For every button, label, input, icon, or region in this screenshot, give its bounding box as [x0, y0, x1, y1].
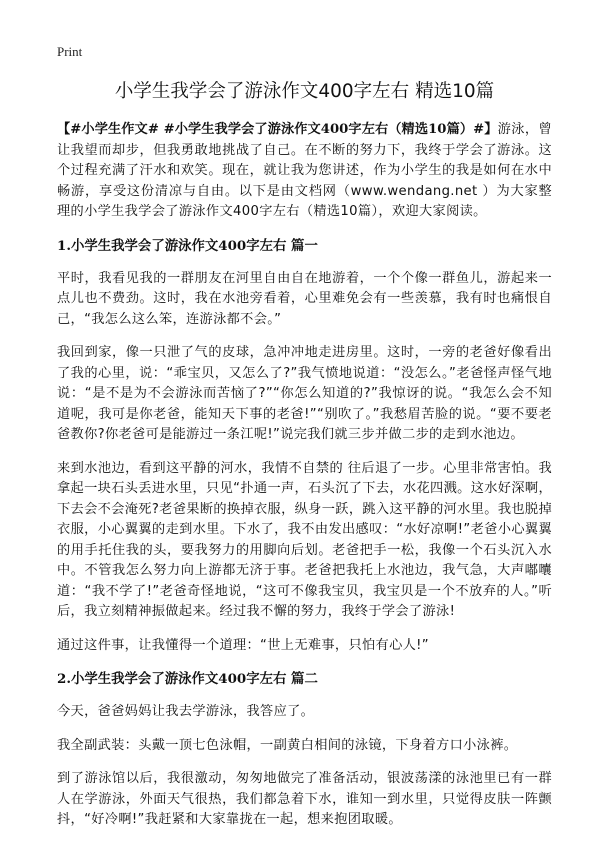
intro-tag: 【#小学生作文# #小学生我学会了游泳作文400字左右（精选10篇）#】	[57, 122, 498, 137]
paragraph: 来到水池边，看到这平静的河水，我情不自禁的 往后退了一步。心里非常害怕。我拿起一块石头丢进水里，只见“扑通一声，石头沉了下去，水花四溅。这水好深啊，下去会不会淹死?老爸果断的换掉衣服，纵身一跃，跳入这平静的河水里。我也脱掉衣服，小心翼翼的走到水里。下水了，我不由发出感叹：“水好凉啊!”老爸小心翼翼的用手托住我的头，要我努力的用脚向后划。老爸把手一松，我像一个石头沉入水中。不管我怎么努力向上游都无济于事。老爸把我托上水池边，我气急，大声嘟囔道：“我不学了!”老爸奇怪地说，“这可不像我宝贝，我宝贝是一个不放弃的人。”听后，我立刻精神振做起来。经过我不懈的努力，我终于学会了游泳!	[57, 460, 552, 619]
intro-paragraph	[57, 120, 552, 223]
paragraph: 平时，我看见我的一群朋友在河里自由自在地游着，一个个像一群鱼儿，游起来一点儿也不费劲。这时，我在水池旁看着，心里难免会有一些羡慕，我有时也痛恨自己，“我怎么这么笨，连游泳都不会。”	[57, 270, 552, 327]
paragraph: 我回到家，像一只泄了气的皮球，急冲冲地走进房里。这时，一旁的老爸好像看出了我的心里，说：“乖宝贝，又怎么了?”我气愤地说道：“没怎么。”老爸怪声怪气地说：“是不是为不会游泳而苦恼了?”“你怎么知道的?”我惊讶的说。“我怎么会不知道呢，我可是你老爸，能知天下事的老爸!”“别吹了。”我愁眉苦脸的说。“要不要老爸教你?你老爸可是能游过一条江呢!”说完我们就三步并做二步的走到水池边。	[57, 345, 552, 442]
intro-text: 游泳，曾让我望而却步，但我勇敢地挑战了自己。在不断的努力下，我终于学会了游泳。这个过程充满了汗水和欢笑。现在，就让我为您讲述，作为小学生的我是如何在水中畅游，享受这份清凉与自由。以下是由文档网（www.wendang.net ）为大家整理的小学生我学会了游泳作文400字左右（精选10篇），欢迎大家阅读。	[57, 122, 552, 219]
section-heading: 2.小学生我学会了游泳作文400字左右 篇二	[57, 671, 318, 687]
paragraph: 通过这件事，让我懂得一个道理：“世上无难事，只怕有心人!”	[57, 637, 429, 653]
article-body	[57, 120, 552, 844]
page-title: 小学生我学会了游泳作文400字左右 精选10篇	[114, 81, 495, 102]
section-heading: 1.小学生我学会了游泳作文400字左右 篇一	[57, 237, 318, 254]
paragraph: 我全副武装：头戴一顶七色泳帽，一副黄白相间的泳镜，下身着方口小泳裤。	[57, 737, 518, 753]
paragraph: 到了游泳馆以后，我很激动，匆匆地做完了准备活动，银波荡漾的泳池里已有一群人在学游泳，外面天气很热，我们都急着下水，谁知一到水里，只觉得皮肤一阵颤抖，“好冷啊!”我赶紧和大家靠拢在一起，想来抱团取暖。	[57, 771, 552, 827]
paragraph: 今天，爸爸妈妈让我去学游泳，我答应了。	[57, 704, 315, 719]
print-link[interactable]: Print	[57, 44, 83, 59]
